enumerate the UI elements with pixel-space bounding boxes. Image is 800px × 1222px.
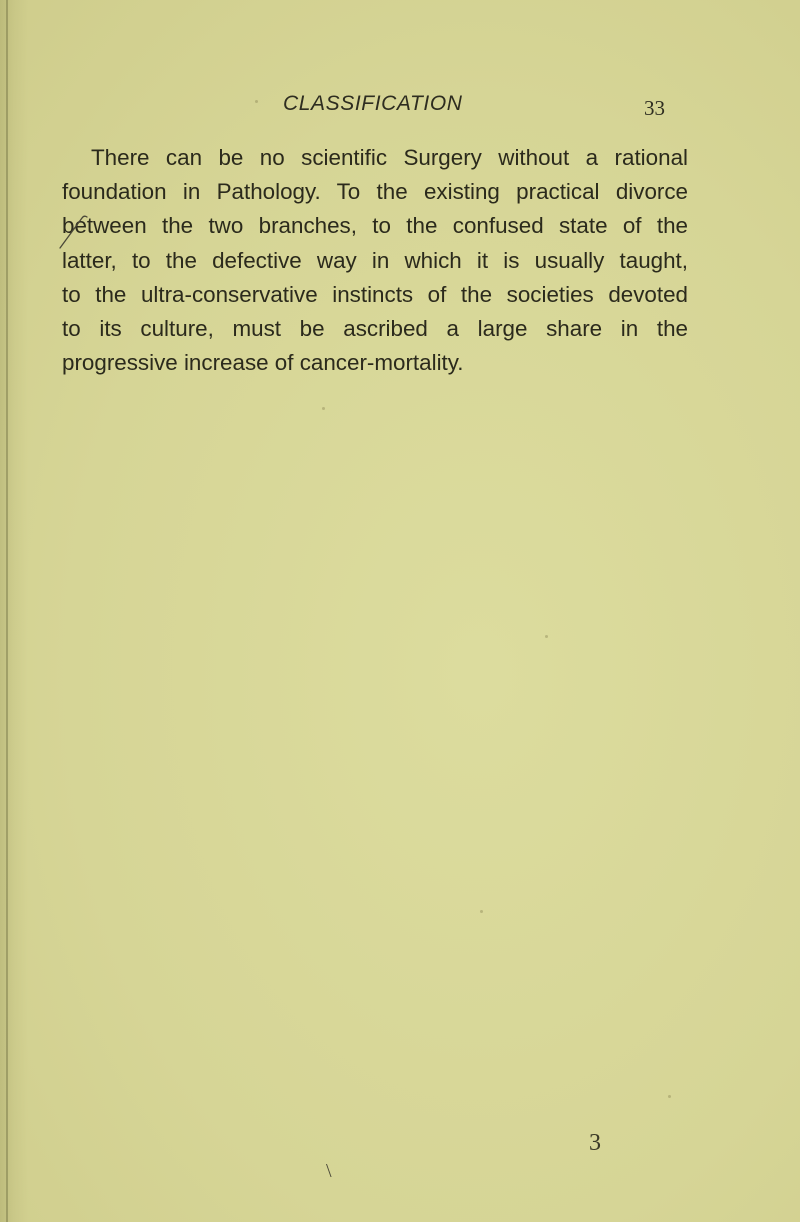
paragraph-line: foundation in Pathology. To the existing practical divorce xyxy=(62,179,688,205)
paragraph-line: to the ultra-conservative instincts of the societies devoted xyxy=(62,281,688,307)
paragraph-line: progressive increase of cancer-mortality. xyxy=(62,350,464,376)
stray-mark: \ xyxy=(326,1160,332,1182)
page-number: 33 xyxy=(644,96,665,120)
paper-speck xyxy=(480,910,483,913)
paper-speck xyxy=(322,407,325,410)
running-head xyxy=(0,92,800,122)
paragraph-line: latter, to the defective way in which it is usually taught, xyxy=(62,247,688,273)
paper-speck xyxy=(668,1095,671,1098)
paragraph-line: There can be no scientific Surgery without a rational xyxy=(91,145,688,170)
paper-speck xyxy=(545,635,548,638)
paragraph-line: to its culture, must be ascribed a large share in the xyxy=(62,315,688,341)
body-paragraph xyxy=(62,141,688,380)
page-spine-shadow xyxy=(6,0,8,1222)
paragraph-line: between the two branches, to the confused state of the xyxy=(62,213,688,239)
running-title: CLASSIFICATION xyxy=(283,92,463,115)
pencil-mark-icon xyxy=(56,212,88,252)
signature-mark: 3 xyxy=(589,1130,601,1156)
